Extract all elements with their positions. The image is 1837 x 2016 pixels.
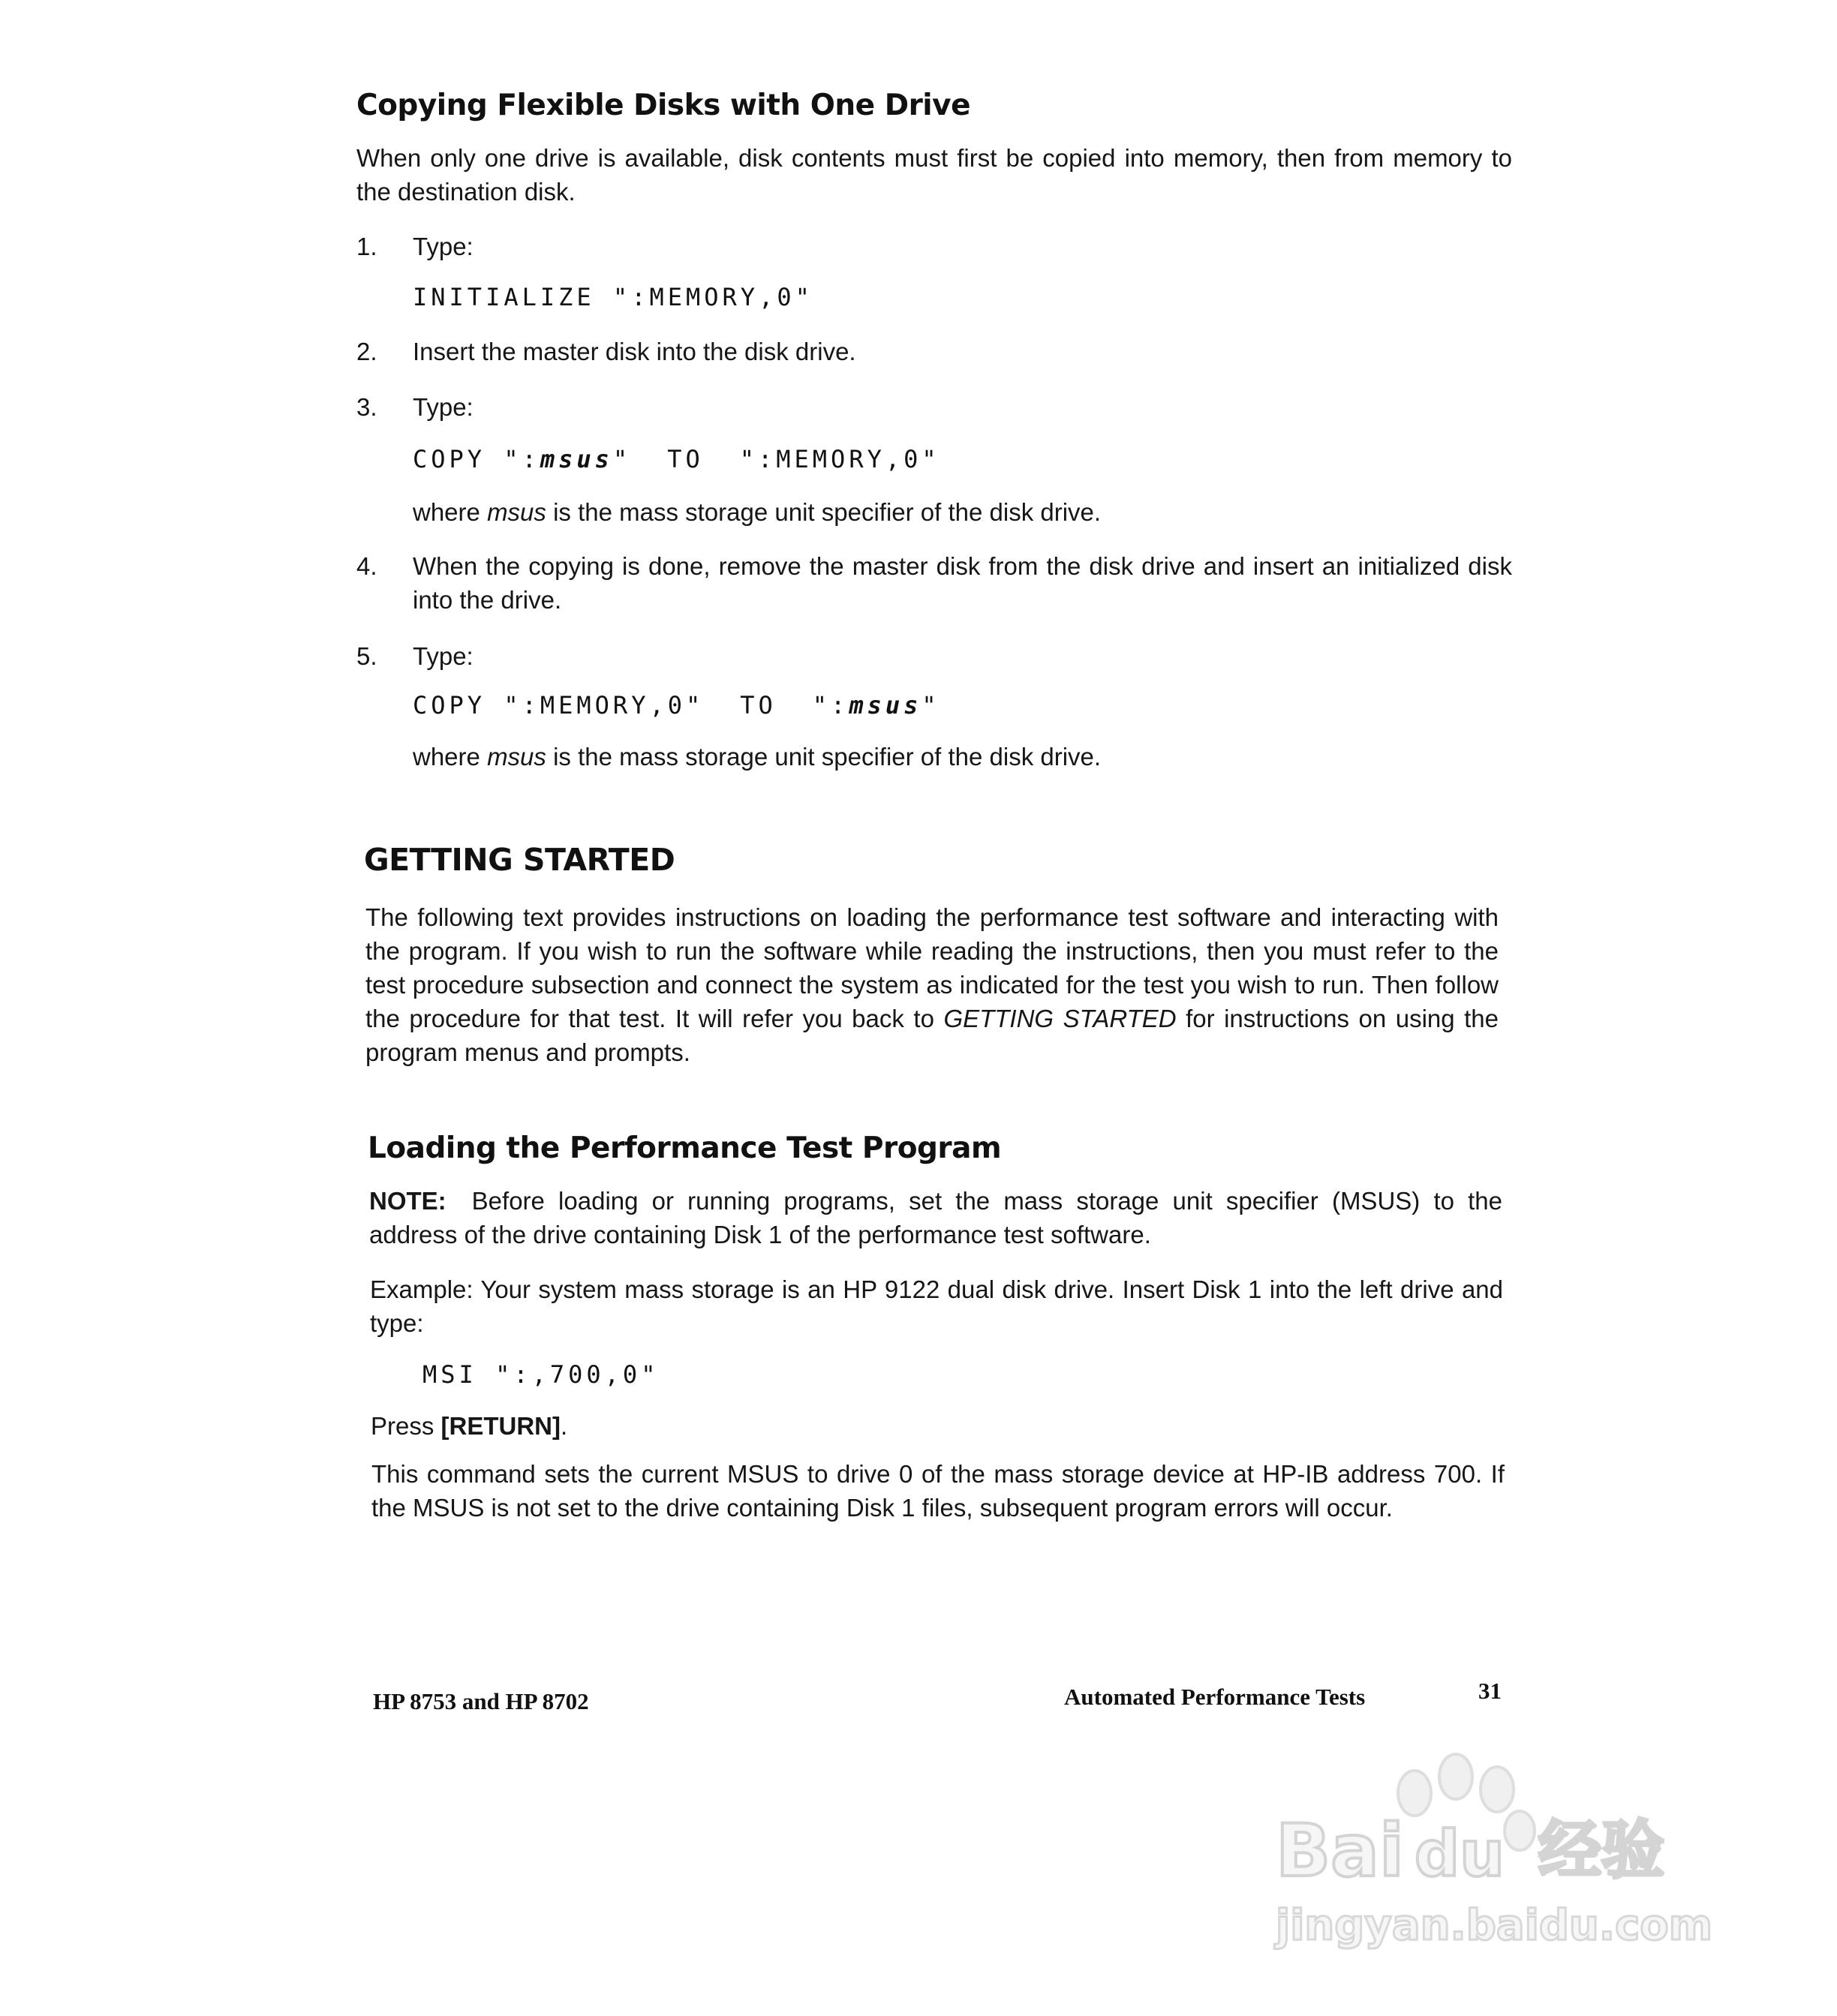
step-number: 1. bbox=[356, 233, 377, 260]
text-run: Press bbox=[371, 1412, 441, 1440]
msus-explanation-1 bbox=[413, 495, 1512, 529]
command-initialize: INITIALIZE ":MEMORY,0" bbox=[413, 283, 813, 311]
watermark-url: jingyan.baidu.com bbox=[1276, 1901, 1713, 1950]
text-run: The following text provides instructions on loading the performance test software and interacting with the program. If you wish to run the software while reading the instructions, then you must refer to the test procedure subsection and connect the system as indicated for the test you wish to run. Then follow the procedure for that test. It will refer you back to bbox=[365, 903, 1499, 1032]
text-run: where bbox=[413, 743, 488, 771]
step-text: Type: bbox=[413, 642, 474, 670]
term-msus: msus bbox=[487, 498, 546, 526]
msus-explanation-2 bbox=[413, 740, 1512, 774]
step-number: 3. bbox=[356, 393, 377, 421]
watermark-brand: Bai bbox=[1276, 1809, 1404, 1893]
step-number: 5. bbox=[356, 642, 377, 670]
text-run: for instructions on using the program menus and prompts. bbox=[365, 1005, 1499, 1066]
step-number: 4. bbox=[356, 552, 377, 580]
text-run: where bbox=[413, 498, 488, 526]
code-keyword-to: TO bbox=[667, 445, 704, 473]
code-part: COPY ":MEMORY,0" bbox=[413, 691, 705, 720]
watermark-cn: 经验 bbox=[1538, 1813, 1665, 1887]
code-part: " bbox=[612, 445, 632, 473]
note-text: Before loading or running programs, set the mass storage unit specifier (MSUS) to the address of the drive containing Disk 1 of the performance test software. bbox=[369, 1187, 1502, 1248]
code-keyword-to: TO bbox=[740, 691, 777, 720]
footer-page-number: 31 bbox=[1478, 1678, 1502, 1704]
msus-command-explanation: This command sets the current MSUS to drive 0 of the mass storage device at HP-IB address 700. If the MSUS is not set to the drive containing Disk 1 files, subsequent program errors will occur. bbox=[371, 1460, 1505, 1522]
section-heading-copying: Copying Flexible Disks with One Drive bbox=[356, 89, 971, 122]
section-heading-getting-started: GETTING STARTED bbox=[364, 842, 675, 878]
term-msus: msus bbox=[487, 743, 546, 771]
footer-product-name: HP 8753 and HP 8702 bbox=[373, 1688, 589, 1714]
step-text: Type: bbox=[413, 393, 474, 421]
example-paragraph: Example: Your system mass storage is an HP 9122 dual disk drive. Insert Disk 1 into the left drive and type: bbox=[370, 1275, 1503, 1337]
note-paragraph bbox=[369, 1184, 1502, 1251]
code-part: COPY ": bbox=[413, 445, 540, 473]
text-run: . bbox=[561, 1412, 568, 1440]
return-key-label: [RETURN] bbox=[440, 1412, 561, 1440]
term-getting-started: GETTING STARTED bbox=[943, 1005, 1177, 1032]
code-part: ":MEMORY,0" bbox=[739, 445, 940, 473]
press-return-line bbox=[371, 1409, 1526, 1443]
text-run: is the mass storage unit specifier of the disk drive. bbox=[546, 498, 1102, 526]
step-text: Type: bbox=[413, 233, 474, 260]
text-run: is the mass storage unit specifier of the disk drive. bbox=[546, 743, 1102, 771]
command-copy-from-memory bbox=[413, 689, 1512, 723]
step-text: When the copying is done, remove the master disk from the disk drive and insert an initialized disk into the drive. bbox=[413, 552, 1512, 614]
getting-started-paragraph bbox=[365, 900, 1499, 1069]
copy-intro-paragraph: When only one drive is available, disk contents must first be copied into memory, then from memory to the destination disk. bbox=[356, 144, 1512, 206]
note-label: NOTE: bbox=[369, 1187, 446, 1215]
section-heading-loading: Loading the Performance Test Program bbox=[368, 1131, 1002, 1165]
command-copy-to-memory bbox=[413, 443, 1512, 476]
code-part: ": bbox=[812, 691, 849, 720]
baidu-watermark bbox=[1268, 1748, 1748, 1958]
code-part: " bbox=[922, 691, 940, 720]
footer-chapter-title: Automated Performance Tests bbox=[1064, 1684, 1366, 1710]
code-param-msus: msus bbox=[540, 445, 613, 473]
step-number: 2. bbox=[356, 338, 377, 365]
step-text: Insert the master disk into the disk drive. bbox=[413, 338, 856, 365]
code-param-msus: msus bbox=[849, 691, 922, 720]
command-msi: MSI ":,700,0" bbox=[422, 1360, 660, 1389]
watermark-brand-du: du bbox=[1415, 1817, 1505, 1891]
